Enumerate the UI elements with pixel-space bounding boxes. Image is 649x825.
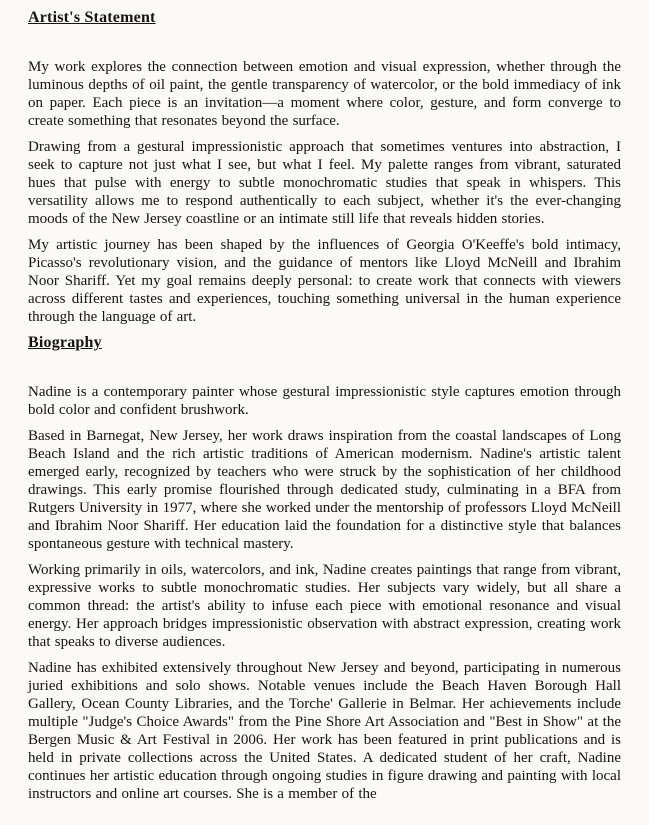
- paragraph-biography-2: Based in Barnegat, New Jersey, her work draws inspiration from the coastal landscapes of Long Beach Island and the rich artistic traditions of American modernism. Nadine's artistic talent emerged early, recognized by teachers who were struck by the sophistication of her childhood drawings. This early promise flourished through dedicated study, culminating in a BFA from Rutgers University in 1977, where she worked under the mentorship of professors Lloyd McNeill and Ibrahim Noor Shariff. Her education laid the foundation for a distinctive style that balances spontaneous gesture with technical mastery.: [28, 428, 621, 552]
- paragraph-artists-statement-3: My artistic journey has been shaped by the influences of Georgia O'Keeffe's bold intimacy, Picasso's revolutionary vision, and the guidance of mentors like Lloyd McNeill and Ibrahim Noor Shariff. Yet my goal remains deeply personal: to create work that connects with viewers across different tastes and experiences, touching something universal in the human experience through the language of art.: [28, 237, 621, 325]
- paragraph-artists-statement-2: Drawing from a gestural impressionistic approach that sometimes ventures into abstraction, I seek to capture not just what I see, but what I feel. My palette ranges from vibrant, saturated hues that pulse with energy to subtle monochromatic studies that speak in whispers. This versatility allows me to respond authentically to each subject, whether it's the ever-changing moods of the New Jersey coastline or an intimate still life that reveals hidden stories.: [28, 139, 621, 227]
- section-biography: [28, 334, 621, 803]
- paragraph-biography-3: Working primarily in oils, watercolors, and ink, Nadine creates paintings that range from vibrant, expressive works to subtle monochromatic studies. Her subjects vary widely, but all share a common thread: the artist's ability to infuse each piece with emotional resonance and visual energy. Her approach bridges impressionistic observation with abstract expression, creating work that speaks to diverse audiences.: [28, 562, 621, 650]
- paragraph-biography-1: Nadine is a contemporary painter whose gestural impressionistic style captures emotion through bold color and confident brushwork.: [28, 384, 621, 418]
- paragraph-artists-statement-1: My work explores the connection between emotion and visual expression, whether through the luminous depths of oil paint, the gentle transparency of watercolor, or the bold immediacy of ink on paper. Each piece is an invitation—a moment where color, gesture, and form converge to create something that resonates beyond the surface.: [28, 59, 621, 129]
- paragraph-biography-4: Nadine has exhibited extensively throughout New Jersey and beyond, participating in numerous juried exhibitions and solo shows. Notable venues include the Beach Haven Borough Hall Gallery, Ocean County Libraries, and the Torche' Gallerie in Belmar. Her achievements include multiple "Judge's Choice Awards" from the Pine Shore Art Association and "Best in Show" at the Bergen Music & Art Festival in 2006. Her work has been featured in print publications and is held in private collections across the United States. A dedicated student of her craft, Nadine continues her artistic education through ongoing studies in figure drawing and painting with local instructors and online art courses. She is a member of the: [28, 660, 621, 802]
- heading-biography: Biography: [28, 334, 102, 351]
- heading-artists-statement: Artist's Statement: [28, 9, 156, 26]
- section-artists-statement: [28, 9, 621, 326]
